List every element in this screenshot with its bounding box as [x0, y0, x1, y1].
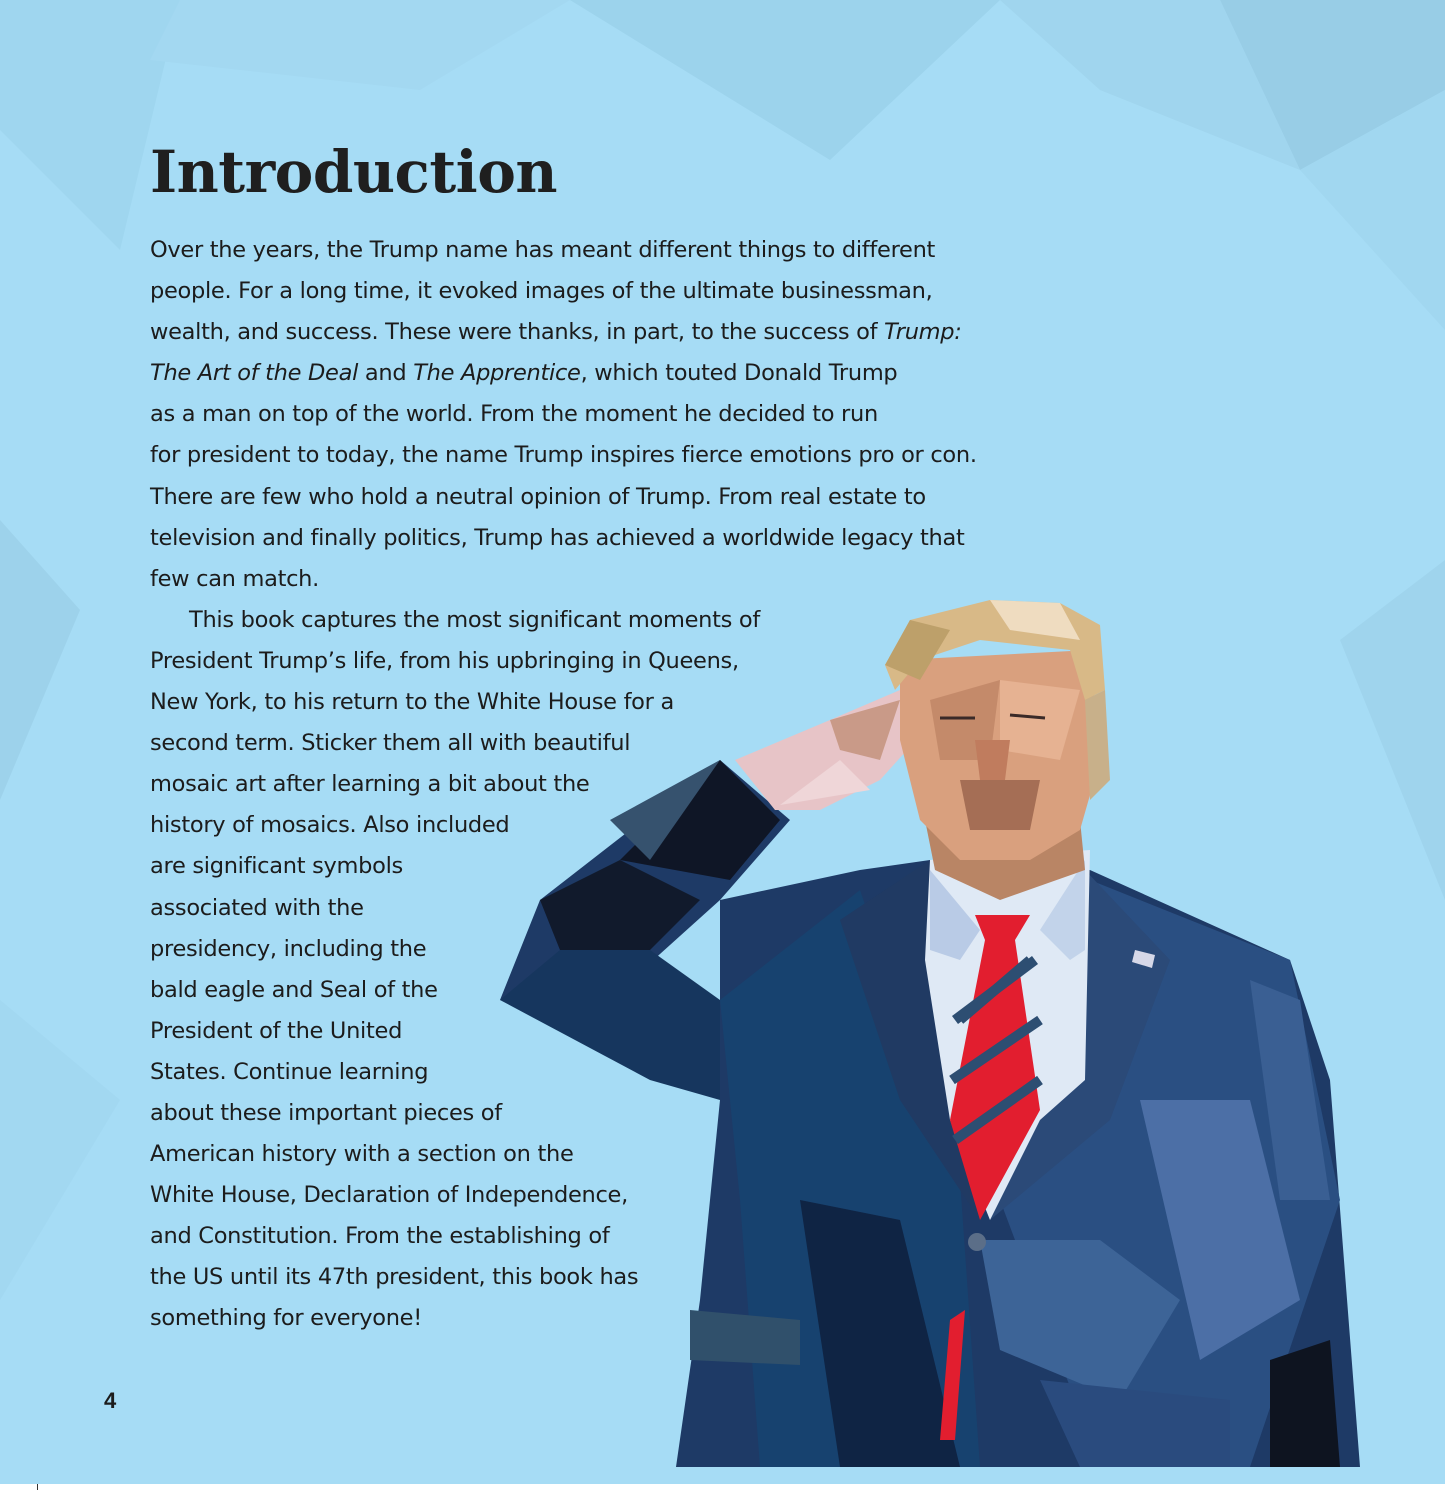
text-segment: , which touted Donald Trump	[580, 360, 898, 387]
text-line: New York, to his return to the White House for a	[150, 689, 674, 716]
text-line: bald eagle and Seal of the	[150, 976, 438, 1003]
text-line: are significant symbols	[150, 853, 403, 880]
show-title: The Apprentice	[413, 360, 581, 387]
text-line: mosaic art after learning a bit about the	[150, 771, 590, 798]
text-line: about these important pieces of	[150, 1099, 502, 1126]
text-line: presidency, including the	[150, 935, 427, 962]
text-line: President Trump’s life, from his upbringing in Queens,	[150, 647, 739, 674]
text-line: history of mosaics. Also included	[150, 812, 510, 839]
text-line: as a man on top of the world. From the moment he decided to run	[150, 401, 878, 428]
text-segment: wealth, and success. These were thanks, in part, to the success of	[150, 319, 885, 346]
text-line: This book captures the most significant moments of	[189, 606, 761, 633]
text-segment: and	[358, 360, 414, 387]
text-line: American history with a section on the	[150, 1141, 574, 1168]
text-line: White House, Declaration of Independence,	[150, 1182, 628, 1209]
text-line: States. Continue learning	[150, 1058, 429, 1085]
text-line: There are few who hold a neutral opinion of Trump. From real estate to	[150, 483, 926, 510]
text-line: Over the years, the Trump name has meant different things to different	[150, 237, 936, 263]
text-line: few can match.	[150, 565, 319, 592]
text-line: second term. Sticker them all with beautiful	[150, 730, 631, 757]
text-line: people. For a long time, it evoked images of the ultimate businessman,	[150, 278, 933, 305]
book-title: The Art of the Deal	[150, 360, 359, 387]
text-line: the US until its 47th president, this book has	[150, 1264, 639, 1291]
text-line: associated with the	[150, 894, 364, 921]
book-title: Trump:	[884, 319, 962, 346]
text-line: President of the United	[150, 1017, 403, 1044]
text-line: television and finally politics, Trump has achieved a worldwide legacy that	[150, 524, 965, 551]
page-number: 4	[104, 1388, 117, 1413]
crop-mark	[37, 1484, 38, 1490]
page-title: Introduction	[150, 138, 558, 206]
text-line: and Constitution. From the establishing of	[150, 1223, 610, 1250]
text-line: for president to today, the name Trump inspires fierce emotions pro or con.	[150, 442, 977, 469]
text-line: something for everyone!	[150, 1305, 422, 1332]
